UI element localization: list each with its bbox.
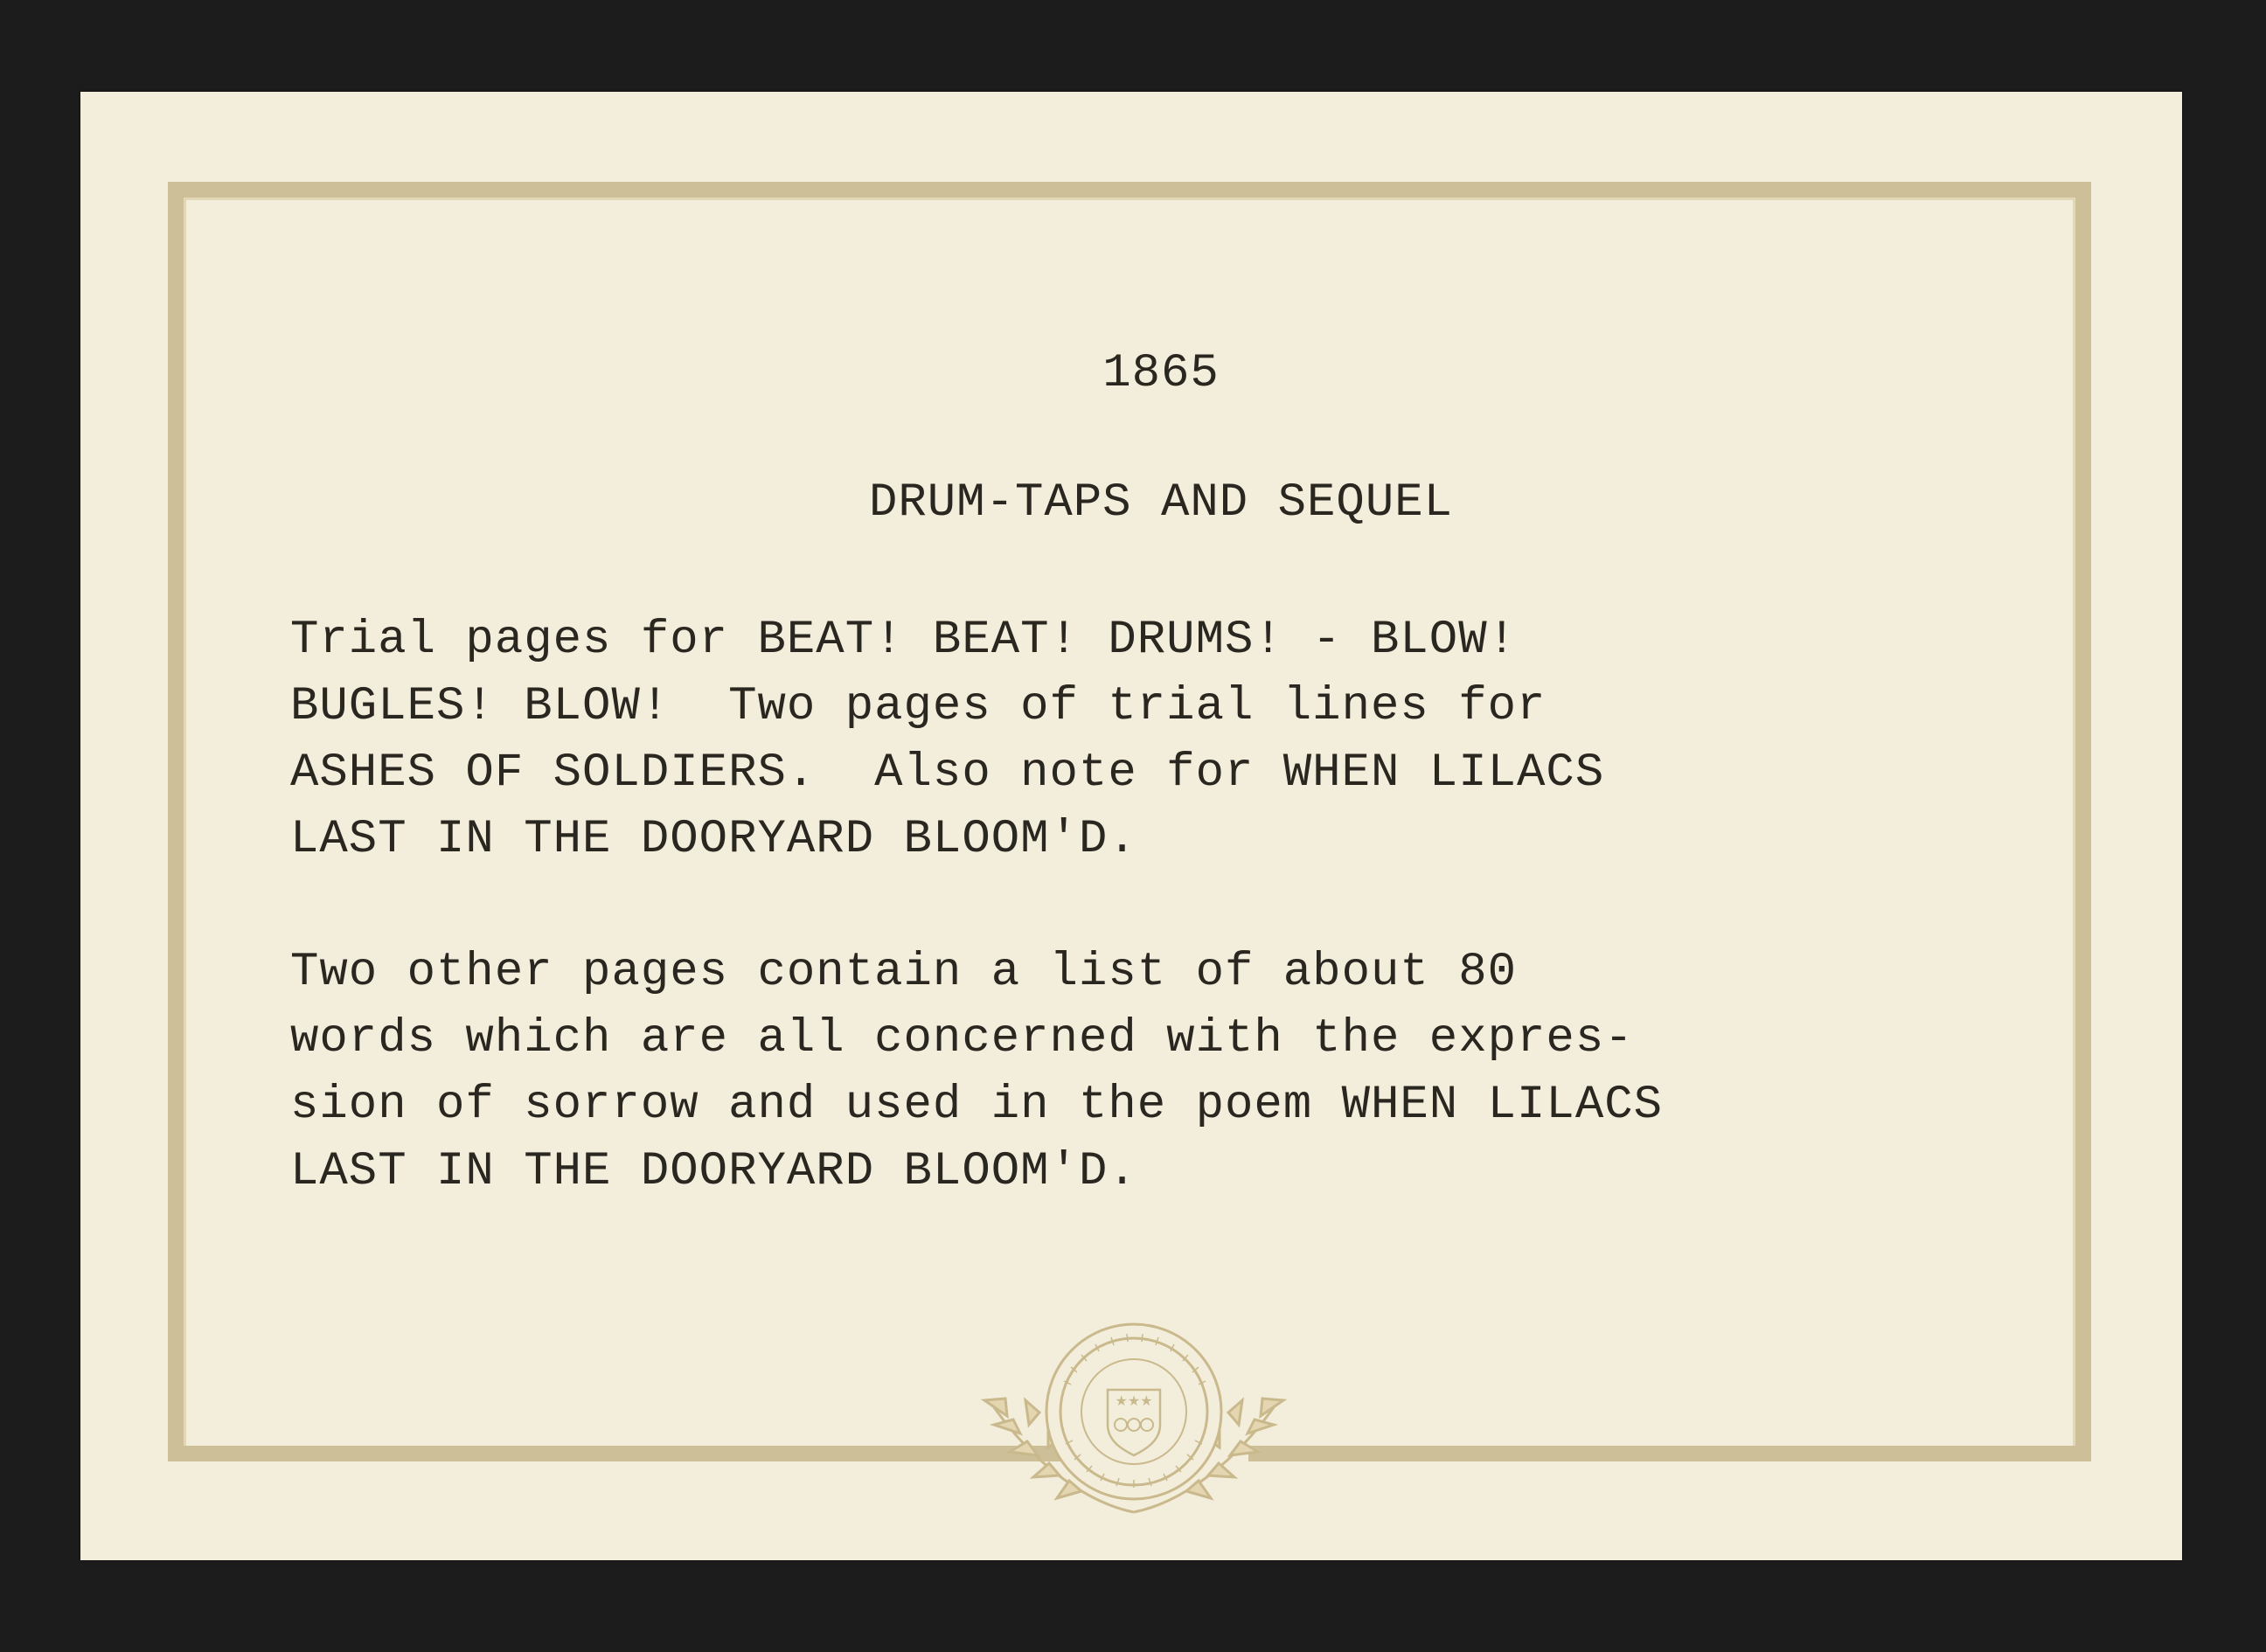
card-year <box>80 347 2182 400</box>
svg-text:★★★: ★★★ <box>1115 1392 1153 1409</box>
card-border-bottom-left <box>168 1446 1086 1461</box>
card-border-bottom-right <box>1248 1446 2091 1461</box>
text-line: BUGLES! BLOW! Two pages of trial lines for <box>290 680 1547 733</box>
title-text: DRUM-TAPS AND SEQUEL <box>868 476 1454 530</box>
text-line: LAST IN THE DOORYARD BLOOM'D. <box>290 1145 1137 1198</box>
text-line: Trial pages for BEAT! BEAT! DRUMS! - BLOW! <box>290 614 1518 667</box>
catalog-card <box>80 92 2182 1560</box>
year-text: 1865 <box>1102 347 1220 400</box>
description-paragraph-1 <box>290 607 2126 873</box>
society-seal-icon <box>968 1294 1300 1547</box>
card-title <box>80 476 2182 530</box>
text-line: sion of sorrow and used in the poem WHEN LILACS <box>290 1079 1664 1132</box>
text-line: ASHES OF SOLDIERS. Also note for WHEN LILACS <box>290 746 1605 800</box>
description-paragraph-2 <box>290 940 2126 1205</box>
text-line: LAST IN THE DOORYARD BLOOM'D. <box>290 813 1137 866</box>
text-line: words which are all concerned with the expres- <box>290 1012 1634 1065</box>
text-line: Two other pages contain a list of about 80 <box>290 946 1518 999</box>
